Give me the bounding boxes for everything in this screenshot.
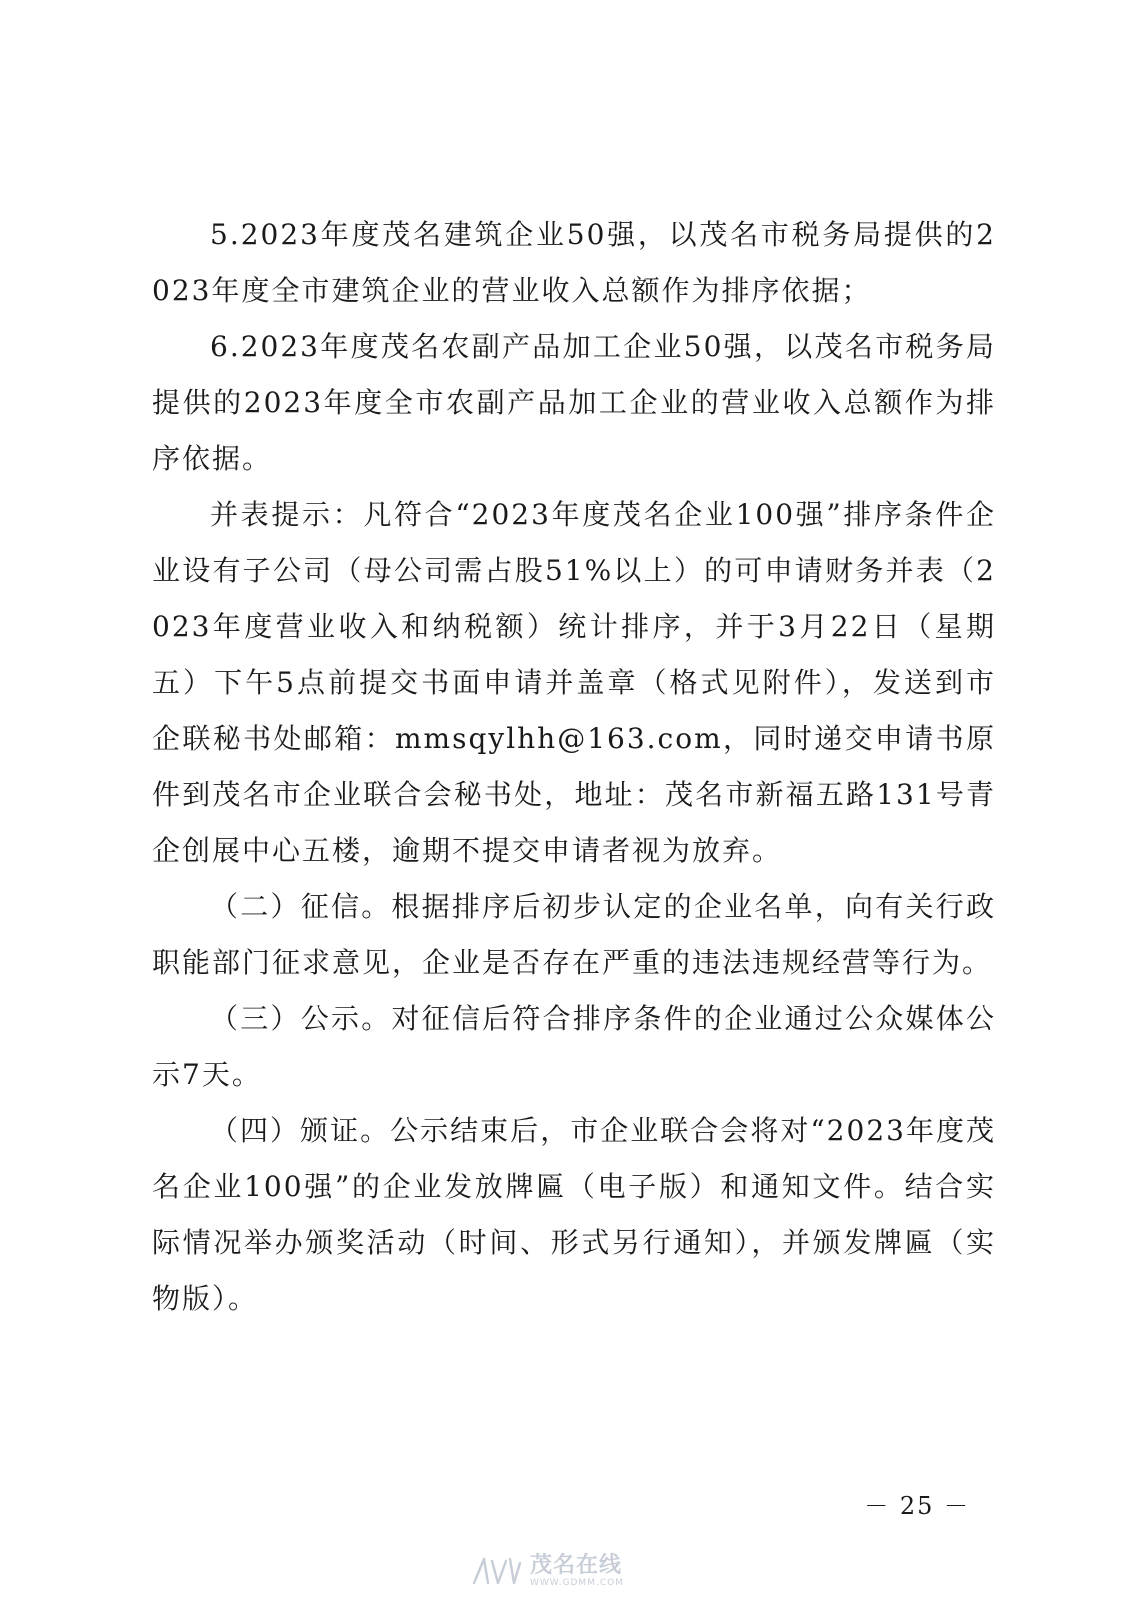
paragraph-agri-processing-top50: 6.2023年度茂名农副产品加工企业50强，以茂名市税务局提供的2023年度全市农副产品加工企业的营业收入总额作为排序依据。 [152, 330, 996, 475]
watermark-text [530, 1552, 624, 1588]
watermark-url: WWW.GDMM.COM [530, 1577, 624, 1588]
paragraph-consolidation-note: 并表提示：凡符合“2023年度茂名企业100强”排序条件企业设有子公司（母公司需占股51%以上）的可申请财务并表（2023年度营业收入和纳税额）统计排序，并于3月22日（星期五）下午5点前提交书面申请并盖章（格式见附件），发送到市企联秘书处邮箱：mmsqylhh@163.com，同时递交申请书原件到茂名市企业联合会秘书处，地址：茂名市新福五路131号青企创展中心五楼，逾期不提交申请者视为放弃。 [152, 498, 996, 867]
paragraph-certificate-award: （四）颁证。公示结束后，市企业联合会将对“2023年度茂名企业100强”的企业发放牌匾（电子版）和通知文件。结合实际情况举办颁奖活动（时间、形式另行通知），并颁发牌匾（实物版）。 [152, 1114, 996, 1315]
document-body [152, 207, 996, 1327]
paragraph-credit-check: （二）征信。根据排序后初步认定的企业名单，向有关行政职能部门征求意见，企业是否存在严重的违法违规经营等行为。 [152, 890, 996, 979]
torch-logo-icon [468, 1553, 524, 1589]
paragraph-public-notice: （三）公示。对征信后符合排序条件的企业通过公众媒体公示7天。 [152, 1002, 996, 1091]
page-number: － 25 － [864, 1492, 970, 1520]
watermark-title: 茂名在线 [530, 1552, 623, 1578]
paragraph-construction-top50: 5.2023年度茂名建筑企业50强，以茂名市税务局提供的2023年度全市建筑企业的营业收入总额作为排序依据； [152, 218, 996, 307]
site-watermark [468, 1551, 668, 1591]
